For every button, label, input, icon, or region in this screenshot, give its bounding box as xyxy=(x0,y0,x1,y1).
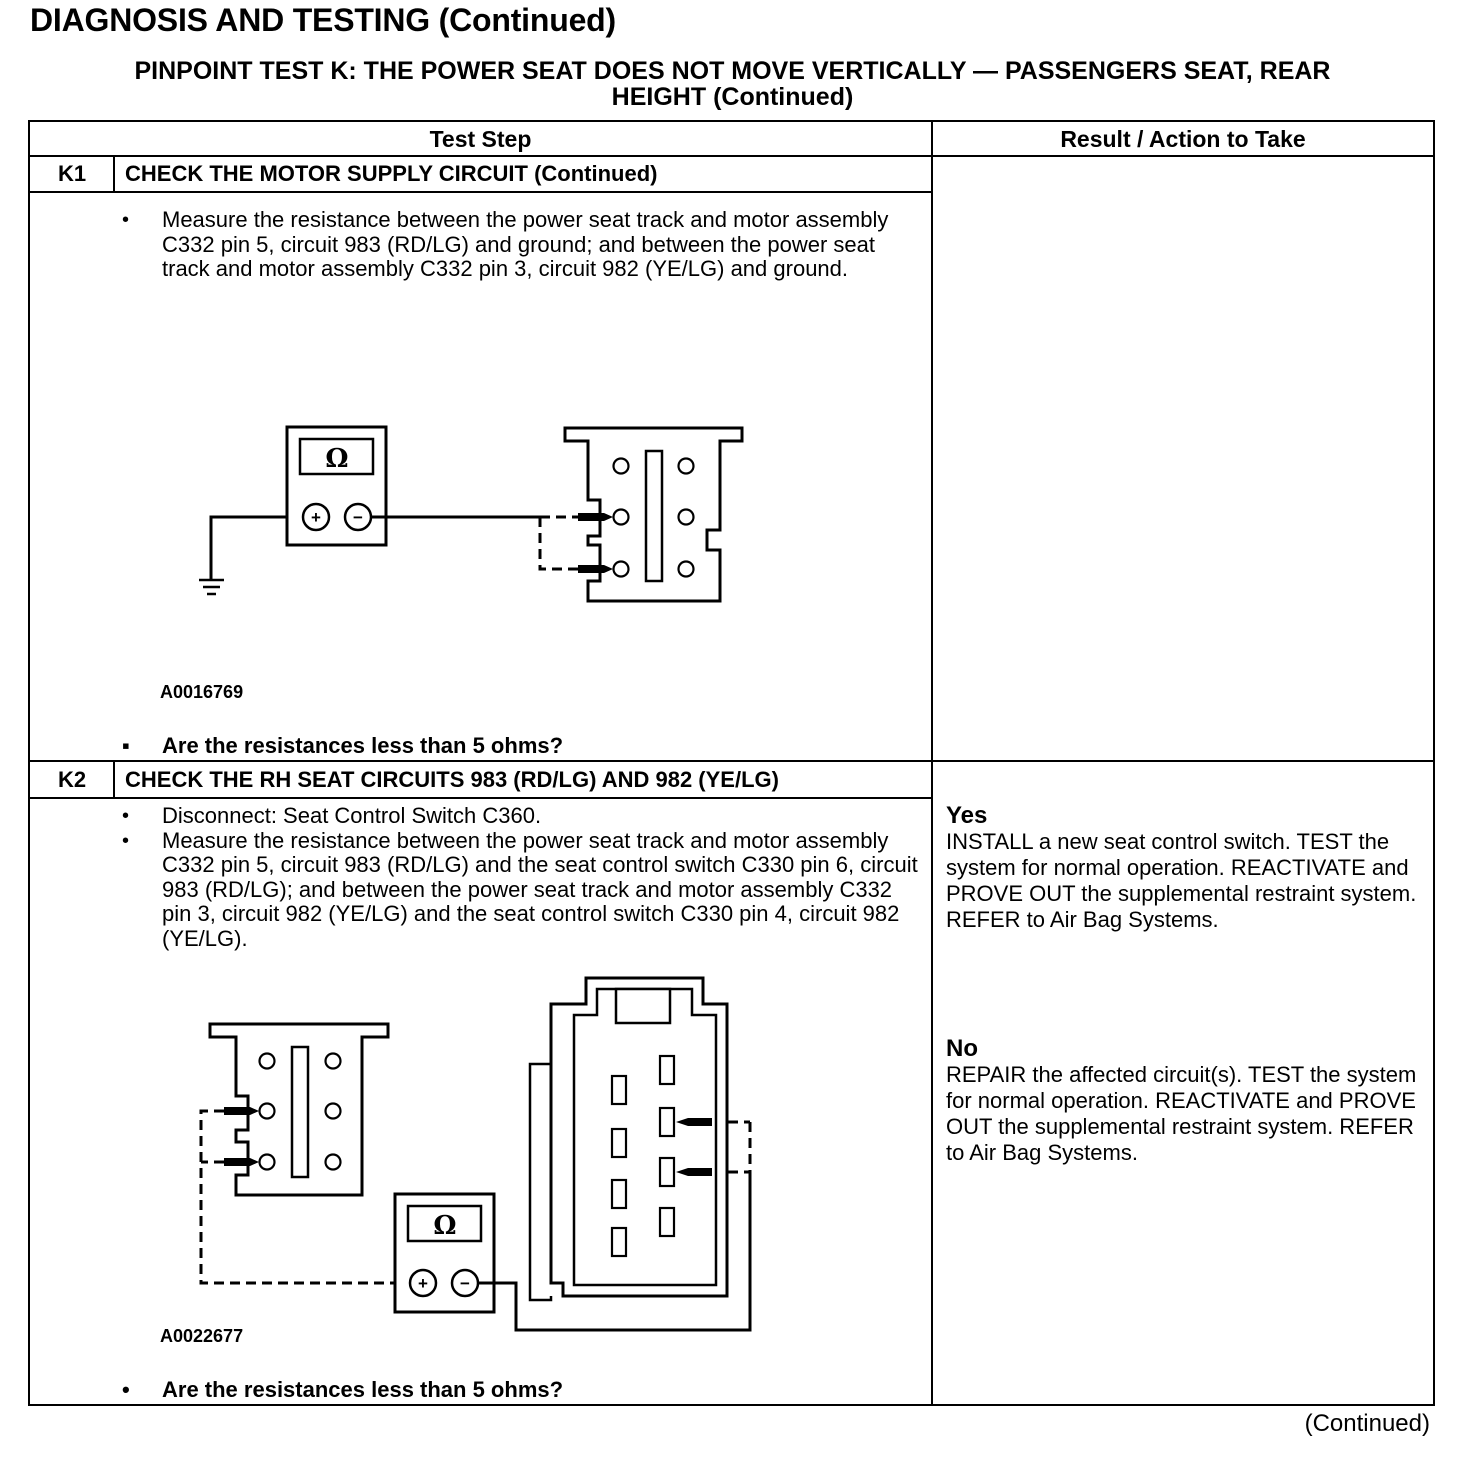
step-title-k2: CHECK THE RH SEAT CIRCUITS 983 (RD/LG) AND 982 (YE/LG) xyxy=(125,767,779,792)
svg-text:+: + xyxy=(311,508,321,527)
connector-c330-icon xyxy=(530,978,727,1300)
ohmmeter-icon xyxy=(395,1194,494,1312)
step-title-k1: CHECK THE MOTOR SUPPLY CIRCUIT (Continued) xyxy=(125,161,658,186)
continued-footer: (Continued) xyxy=(1304,1410,1430,1437)
step-id-k2: K2 xyxy=(57,767,87,792)
header-result-action: Result / Action to Take xyxy=(1060,126,1306,152)
header-test-step: Test Step xyxy=(429,126,532,152)
svg-text:+: + xyxy=(418,1274,428,1293)
list-item: • Disconnect: Seat Control Switch C360. xyxy=(122,803,542,828)
result-no xyxy=(946,1036,1426,1166)
k1-question: ▪ Are the resistances less than 5 ohms? xyxy=(122,733,564,758)
test-title-line-1: PINPOINT TEST K: THE POWER SEAT DOES NOT MOVE VERTICALLY — PASSENGERS SEAT, REAR xyxy=(134,57,1331,85)
bullet-icon: ▪ xyxy=(122,733,130,758)
bullet-icon: • xyxy=(122,805,130,827)
result-no-label: No xyxy=(946,1035,978,1062)
list-item: • Measure the resistance between the power seat track and motor assembly C332 pin 5, circuit 983 (RD/LG) and ground; and between the power seat track and motor assembly C332 pin 3, circuit 982 (YE/LG) and ground. xyxy=(122,207,889,281)
page-title: DIAGNOSIS AND TESTING (Continued) xyxy=(30,2,616,38)
result-yes-label: Yes xyxy=(946,802,988,829)
result-no-text: REPAIR the affected circuit(s). TEST the system for normal operation. REACTIVATE and PROVE OUT the supplemental restraint system. REFER to Air Bag Systems. xyxy=(946,1062,1417,1165)
bullet-icon: • xyxy=(122,209,130,231)
result-yes-text: INSTALL a new seat control switch. TEST the system for normal operation. REACTIVATE and PROVE OUT the supplemental restraint system. REFER to Air Bag Systems. xyxy=(946,829,1417,932)
figure-id-k1: A0016769 xyxy=(160,682,244,702)
svg-text:Ω: Ω xyxy=(433,1211,457,1241)
svg-text:−: − xyxy=(460,1274,470,1293)
k2-question: • Are the resistances less than 5 ohms? xyxy=(122,1377,564,1402)
svg-text:−: − xyxy=(353,508,363,527)
figure-id-k2: A0022677 xyxy=(160,1326,244,1346)
test-title-line-2: HEIGHT (Continued) xyxy=(611,83,854,111)
svg-text:Ω: Ω xyxy=(325,444,349,474)
step-id-k1: K1 xyxy=(57,161,87,186)
bullet-icon: • xyxy=(122,1377,130,1402)
bullet-icon: • xyxy=(122,829,130,852)
list-item: • Measure the resistance between the power seat track and motor assembly C332 pin 5, circuit 983 (RD/LG) and the seat control switch C330 pin 6, circuit 983 (RD/LG); and between the power seat track and motor assembly C332 pin 3, circuit 982 (YE/LG) and the seat control switch C330 pin 4, circuit 982 (YE/LG). xyxy=(122,827,918,951)
result-yes xyxy=(946,803,1426,933)
